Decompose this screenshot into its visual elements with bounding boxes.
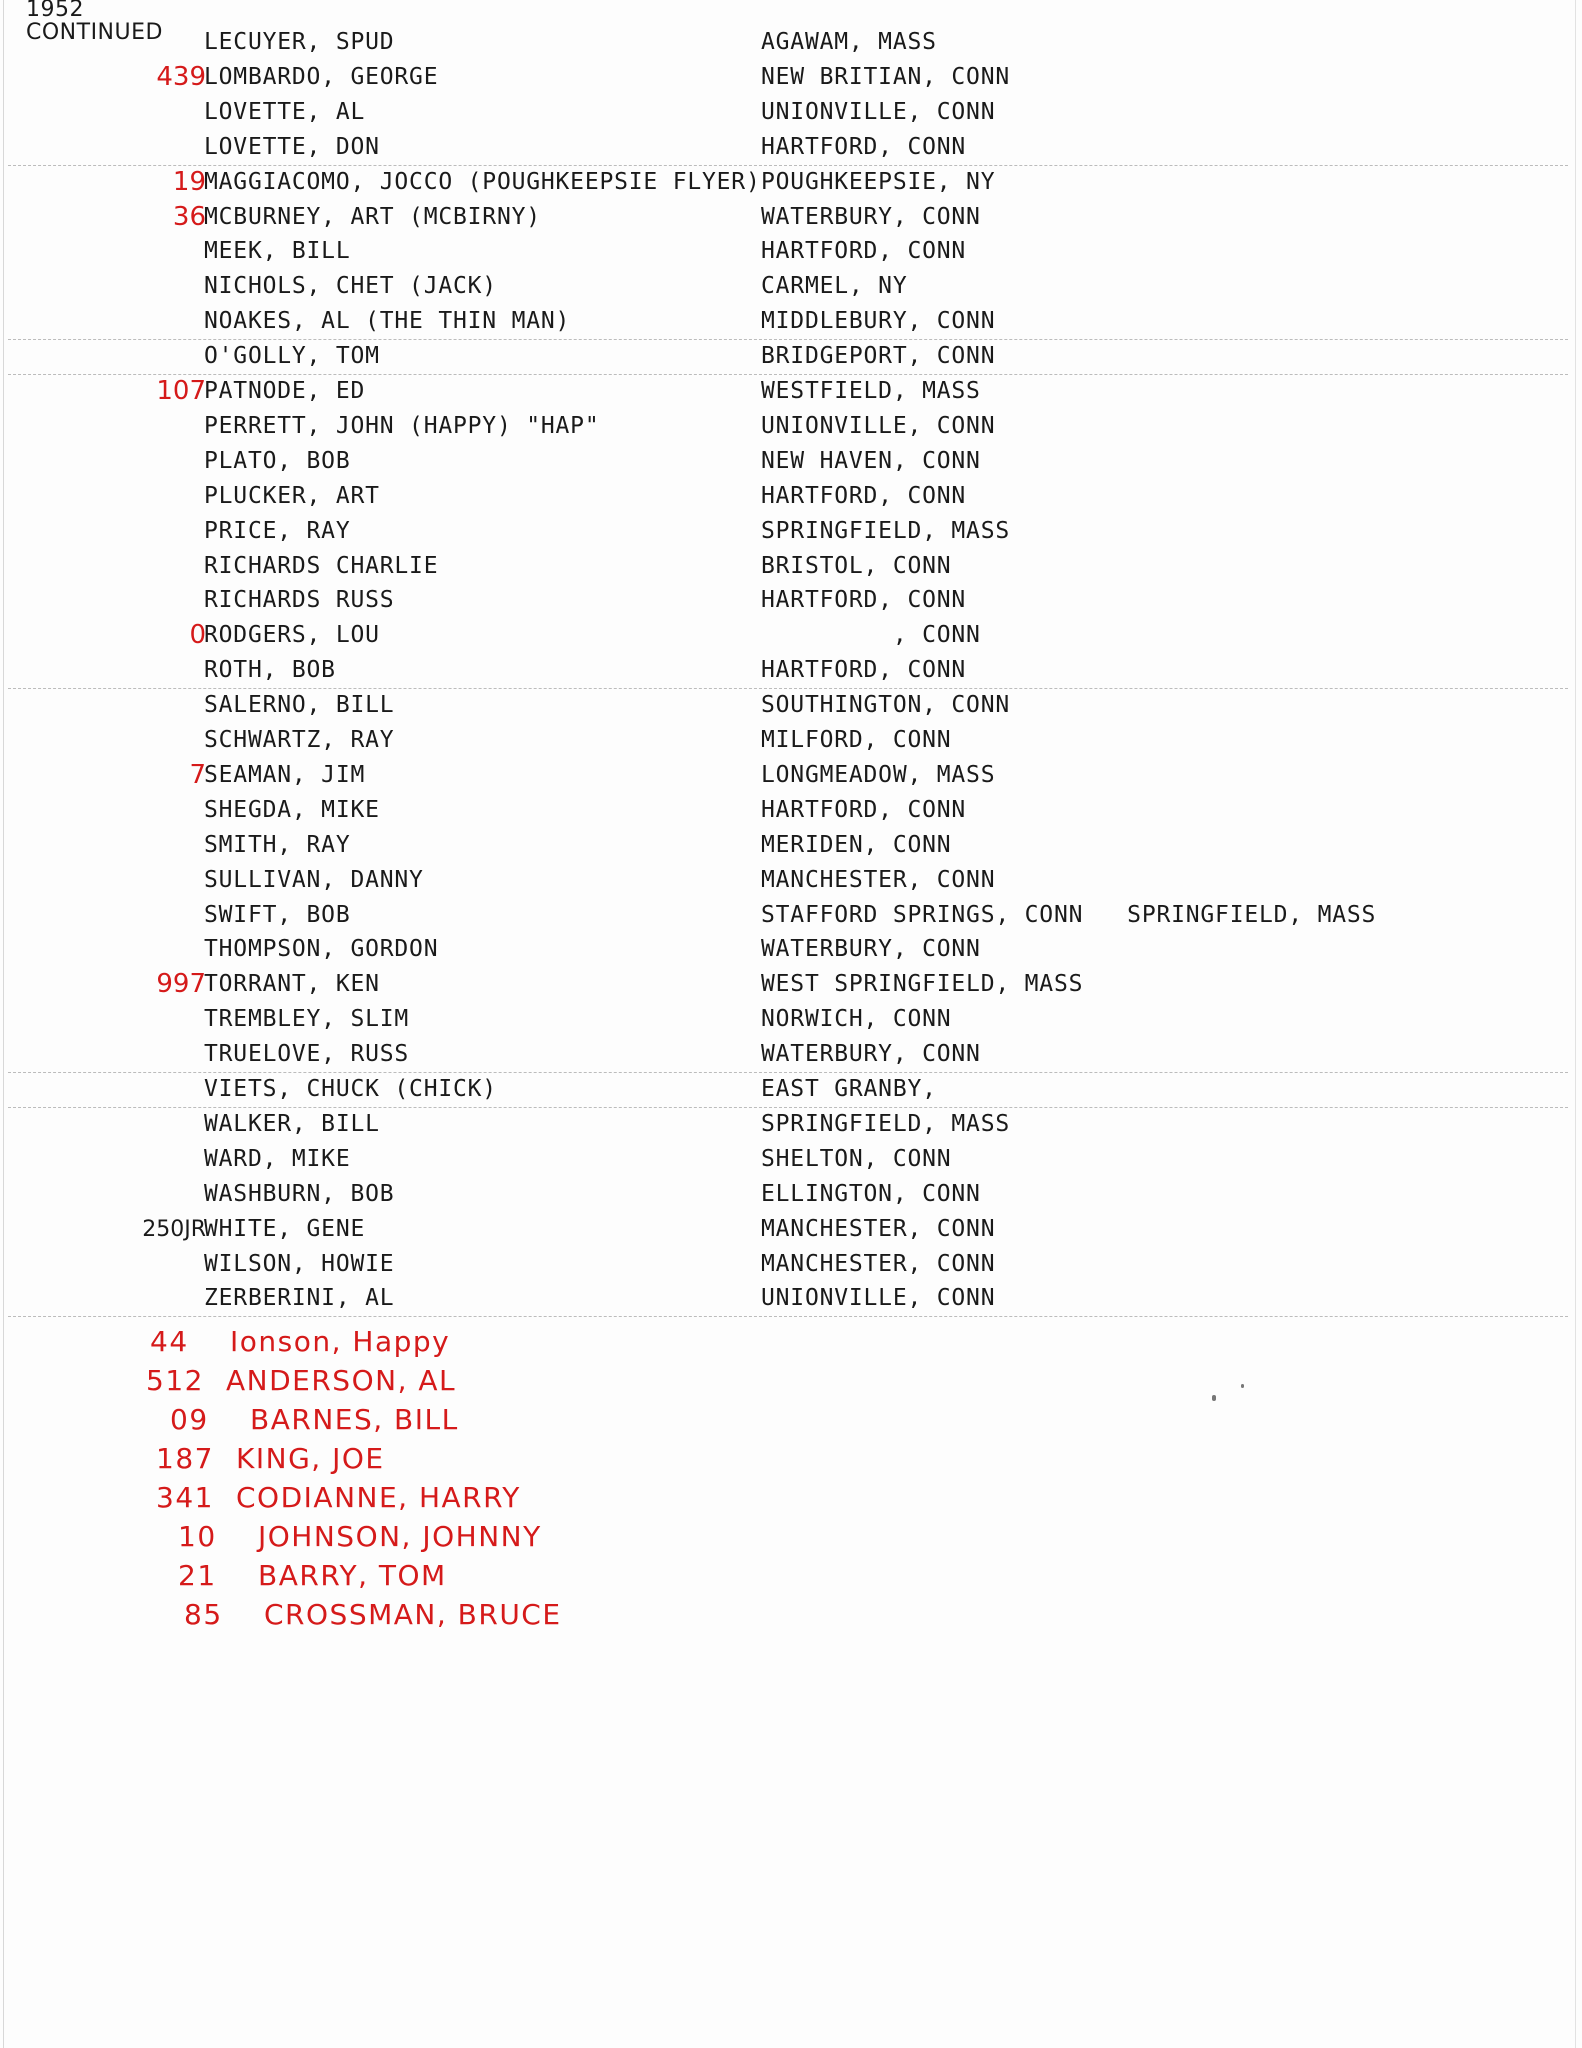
row-city: HARTFORD, CONN xyxy=(761,133,967,160)
table-row xyxy=(0,828,1582,863)
handwritten-name: Ionson, Happy xyxy=(230,1325,451,1358)
row-name: SWIFT, BOB xyxy=(204,901,351,928)
row-name: SEAMAN, JIM xyxy=(204,761,366,788)
row-city: SPRINGFIELD, MASS xyxy=(761,1110,1011,1137)
table-row xyxy=(0,269,1582,304)
table-row xyxy=(0,234,1582,269)
table-row xyxy=(0,1142,1582,1177)
handwritten-name: CODIANNE, HARRY xyxy=(236,1481,521,1514)
handwritten-number: 21 xyxy=(178,1559,217,1592)
table-row xyxy=(0,618,1582,653)
row-city: UNIONVILLE, CONN xyxy=(761,412,996,439)
header-year: 1952 xyxy=(26,0,84,22)
handwritten-name: ANDERSON, AL xyxy=(226,1364,457,1397)
row-city: EAST GRANBY, xyxy=(761,1076,937,1102)
table-row xyxy=(0,932,1582,967)
row-name: SULLIVAN, DANNY xyxy=(204,866,424,893)
table-row xyxy=(0,60,1582,95)
handwritten-entry xyxy=(140,1478,562,1517)
row-margin-note: 0 xyxy=(189,620,206,651)
row-city: NEW BRITIAN, CONN xyxy=(761,63,1011,90)
table-row xyxy=(0,758,1582,793)
handwritten-number: 512 xyxy=(146,1364,204,1397)
table-row xyxy=(0,374,1582,409)
row-name: NICHOLS, CHET (JACK) xyxy=(204,273,497,300)
row-city: MIDDLEBURY, CONN xyxy=(761,308,996,335)
row-name: LOMBARDO, GEORGE xyxy=(204,63,439,90)
table-row xyxy=(0,95,1582,130)
row-city: MANCHESTER, CONN xyxy=(761,1215,996,1242)
row-name: LECUYER, SPUD xyxy=(204,29,395,55)
row-city: WEST SPRINGFIELD, MASS xyxy=(761,971,1084,998)
row-name: ROTH, BOB xyxy=(204,657,336,684)
table-row xyxy=(0,165,1582,200)
table-row xyxy=(0,653,1582,688)
row-city: SPRINGFIELD, MASS xyxy=(761,517,1011,544)
table-row xyxy=(0,1281,1582,1316)
row-city: SOUTHINGTON, CONN xyxy=(761,692,1011,719)
row-name: ZERBERINI, AL xyxy=(204,1285,395,1312)
handwritten-entry xyxy=(140,1322,562,1361)
header-continued: CONTINUED xyxy=(26,20,163,45)
row-margin-note: 19 xyxy=(172,166,206,197)
table-row xyxy=(0,898,1582,933)
table-row xyxy=(0,479,1582,514)
row-city: BRIDGEPORT, CONN xyxy=(761,343,996,370)
row-name: TRUELOVE, RUSS xyxy=(204,1041,410,1068)
row-name: LOVETTE, AL xyxy=(204,98,366,125)
row-margin-note: 7 xyxy=(189,759,206,790)
handwritten-entry xyxy=(140,1556,562,1595)
handwritten-number: 09 xyxy=(170,1403,209,1436)
row-name: MEEK, BILL xyxy=(204,238,351,265)
handwritten-entry xyxy=(140,1517,562,1556)
row-city: UNIONVILLE, CONN xyxy=(761,1285,996,1312)
table-row xyxy=(0,863,1582,898)
row-city: MERIDEN, CONN xyxy=(761,831,952,858)
handwritten-entry xyxy=(140,1400,562,1439)
row-name: THOMPSON, GORDON xyxy=(204,936,439,963)
table-row xyxy=(0,130,1582,165)
row-name: NOAKES, AL (THE THIN MAN) xyxy=(204,308,571,335)
row-city: HARTFORD, CONN xyxy=(761,587,967,614)
row-name: MCBURNEY, ART (MCBIRNY) xyxy=(204,203,541,230)
table-row xyxy=(0,1212,1582,1247)
row-name: PATNODE, ED xyxy=(204,378,366,404)
table-row xyxy=(0,339,1582,374)
row-name: TREMBLEY, SLIM xyxy=(204,1006,410,1033)
table-row xyxy=(0,1037,1582,1072)
row-city: WATERBURY, CONN xyxy=(761,203,981,230)
row-name: WASHBURN, BOB xyxy=(204,1180,395,1207)
row-name: PLUCKER, ART xyxy=(204,482,380,509)
handwritten-name: CROSSMAN, BRUCE xyxy=(264,1598,562,1631)
row-name: WARD, MIKE xyxy=(204,1145,351,1172)
row-name: PRICE, RAY xyxy=(204,517,351,544)
table-row xyxy=(0,304,1582,339)
row-name: SMITH, RAY xyxy=(204,831,351,858)
row-name: SCHWARTZ, RAY xyxy=(204,727,395,753)
handwritten-number: 187 xyxy=(156,1442,214,1475)
row-city: HARTFORD, CONN xyxy=(761,657,967,684)
table-row xyxy=(0,549,1582,584)
row-city: HARTFORD, CONN xyxy=(761,482,967,509)
row-margin-note: 36 xyxy=(172,201,206,232)
row-name: MAGGIACOMO, JOCCO (POUGHKEEPSIE FLYER) xyxy=(204,168,761,195)
row-city: AGAWAM, MASS xyxy=(761,29,937,55)
row-name: O'GOLLY, TOM xyxy=(204,343,380,370)
handwritten-entry xyxy=(140,1595,562,1634)
row-city: CARMEL, NY xyxy=(761,273,908,300)
table-row xyxy=(0,1247,1582,1282)
row-city: NEW HAVEN, CONN xyxy=(761,447,981,474)
row-name: RICHARDS CHARLIE xyxy=(204,552,439,579)
row-city: STAFFORD SPRINGS, CONN SPRINGFIELD, MASS xyxy=(761,901,1377,928)
handwritten-name: KING, JOE xyxy=(236,1442,385,1475)
table-row xyxy=(0,409,1582,444)
row-name: WILSON, HOWIE xyxy=(204,1250,395,1277)
table-row xyxy=(0,793,1582,828)
handwritten-entry xyxy=(140,1361,562,1400)
row-city: HARTFORD, CONN xyxy=(761,238,967,265)
ink-speck xyxy=(1241,1384,1244,1388)
row-city: NORWICH, CONN xyxy=(761,1006,952,1033)
row-city: POUGHKEEPSIE, NY xyxy=(761,168,996,195)
row-name: SHEGDA, MIKE xyxy=(204,796,380,823)
row-name: TORRANT, KEN xyxy=(204,971,380,998)
row-name: LOVETTE, DON xyxy=(204,133,380,160)
row-city: WATERBURY, CONN xyxy=(761,936,981,963)
table-row xyxy=(0,1107,1582,1142)
row-city: MILFORD, CONN xyxy=(761,727,952,753)
row-city: SHELTON, CONN xyxy=(761,1145,952,1172)
row-city: WATERBURY, CONN xyxy=(761,1041,981,1068)
handwritten-number: 341 xyxy=(156,1481,214,1514)
table-row xyxy=(0,25,1582,60)
row-name: WHITE, GENE xyxy=(204,1215,366,1242)
ink-speck xyxy=(1212,1395,1216,1401)
row-city: LONGMEADOW, MASS xyxy=(761,761,996,788)
row-name: RODGERS, LOU xyxy=(204,622,380,649)
table-row xyxy=(0,1002,1582,1037)
row-name: PLATO, BOB xyxy=(204,447,351,474)
row-city: UNIONVILLE, CONN xyxy=(761,98,996,125)
table-row xyxy=(0,723,1582,758)
row-margin-note: 997 xyxy=(156,969,206,1000)
row-city: WESTFIELD, MASS xyxy=(761,378,981,404)
handwritten-name: BARRY, TOM xyxy=(258,1559,447,1592)
row-name: VIETS, CHUCK (CHICK) xyxy=(204,1076,497,1102)
row-margin-note: 439 xyxy=(156,61,206,92)
table-row xyxy=(0,583,1582,618)
table-row xyxy=(0,967,1582,1002)
table-row xyxy=(0,514,1582,549)
handwritten-number: 10 xyxy=(178,1520,217,1553)
row-name: RICHARDS RUSS xyxy=(204,587,395,614)
handwritten-number: 85 xyxy=(184,1598,223,1631)
table-row xyxy=(0,200,1582,235)
row-city: HARTFORD, CONN xyxy=(761,796,967,823)
handwritten-number: 44 xyxy=(150,1325,189,1358)
table-row xyxy=(0,1177,1582,1212)
row-city: , CONN xyxy=(761,622,981,649)
row-name: WALKER, BILL xyxy=(204,1110,380,1137)
row-name: PERRETT, JOHN (HAPPY) "HAP" xyxy=(204,412,600,439)
handwritten-entry xyxy=(140,1439,562,1478)
handwritten-name: JOHNSON, JOHNNY xyxy=(258,1520,542,1553)
row-city: MANCHESTER, CONN xyxy=(761,1250,996,1277)
table-row xyxy=(0,1072,1582,1107)
row-divider xyxy=(8,1316,1568,1317)
row-city: ELLINGTON, CONN xyxy=(761,1180,981,1207)
row-margin-note: 107 xyxy=(156,376,206,406)
row-margin-note: 250JR xyxy=(142,1216,206,1242)
row-city: BRISTOL, CONN xyxy=(761,552,952,579)
handwritten-additions xyxy=(140,1322,562,1634)
handwritten-name: BARNES, BILL xyxy=(250,1403,459,1436)
row-city: MANCHESTER, CONN xyxy=(761,866,996,893)
table-row xyxy=(0,688,1582,723)
row-name: SALERNO, BILL xyxy=(204,692,395,719)
table-row xyxy=(0,444,1582,479)
